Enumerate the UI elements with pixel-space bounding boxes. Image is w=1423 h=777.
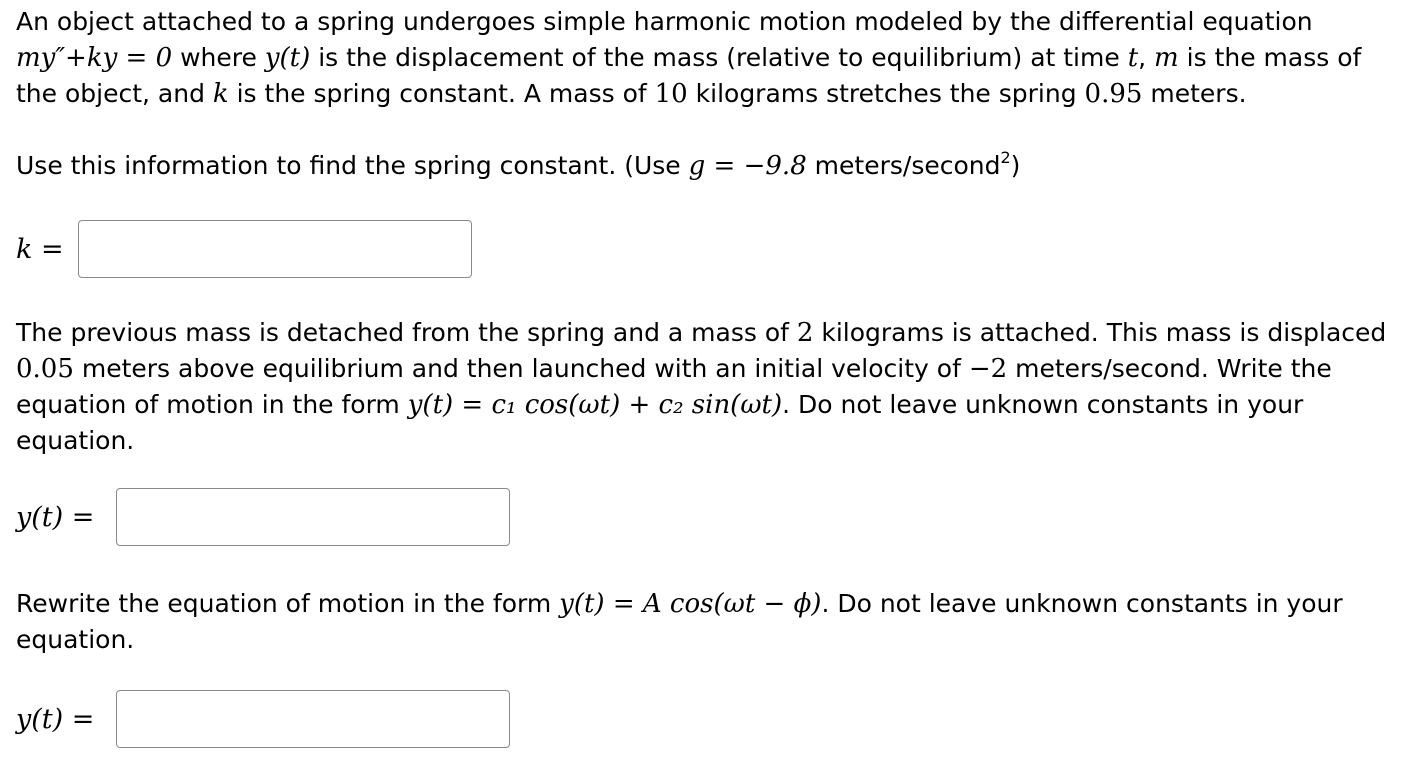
question2-text-3: meters above equilibrium and then launched with an initial velocity of: [73, 354, 969, 383]
answer-label-k: [16, 234, 78, 265]
question3-text: [16, 586, 1396, 658]
intro-text-7: kilograms stretches the spring: [687, 79, 1085, 108]
answer-label-y1: [16, 502, 116, 533]
trig-form-expression: y(t) = c₁ cos(ωt) + c₂ sin(ωt): [407, 390, 783, 420]
y2-label-text: y(t) =: [16, 703, 95, 735]
answer-row-k: [16, 220, 472, 278]
intro-text-8: meters.: [1142, 79, 1247, 108]
question2-text-4: meters/second. Write the equation of motion in the form: [16, 354, 1332, 419]
second-mass-value: 2: [796, 318, 814, 348]
gravity-units-exponent: 2: [1000, 147, 1011, 167]
intro-text-4: ,: [1138, 43, 1155, 72]
time-symbol: t: [1127, 43, 1139, 73]
intro-text-1: An object attached to a spring undergoes simple harmonic motion modeled by the differential equation: [16, 7, 1313, 36]
trig-form-answer-input[interactable]: [116, 488, 510, 546]
answer-row-y1: [16, 488, 510, 546]
answer-label-y2: [16, 704, 116, 735]
phase-form-answer-input[interactable]: [116, 690, 510, 748]
question2-text-1: The previous mass is detached from the spring and a mass of: [16, 318, 797, 347]
displacement-symbol: y(t): [264, 43, 311, 73]
differential-equation: my″+ky = 0: [16, 43, 173, 73]
question2-text: [16, 315, 1416, 459]
question3-text-2: . Do not leave unknown constants in your equation.: [16, 589, 1343, 654]
phase-form-expression: y(t) = A cos(ωt − ϕ): [559, 589, 822, 619]
mass-symbol: m: [1154, 43, 1179, 73]
question1-prompt: Use this information to find the spring constant. (Use: [16, 151, 689, 180]
k-label-text: k =: [16, 233, 64, 265]
question2-text-2: kilograms is attached. This mass is displaced: [813, 318, 1387, 347]
intro-paragraph: [16, 4, 1376, 112]
question1-close-paren: ): [1010, 151, 1021, 180]
question3-text-1: Rewrite the equation of motion in the form: [16, 589, 560, 618]
velocity-value: −2: [968, 354, 1008, 384]
gravity-expression: g = −9.8: [688, 151, 807, 181]
question1-text: [16, 148, 1396, 184]
stretch-value: 0.95: [1084, 79, 1143, 109]
y1-label-text: y(t) =: [16, 501, 95, 533]
intro-text-6: is the spring constant. A mass of: [228, 79, 655, 108]
gravity-units: meters/second: [806, 151, 1001, 180]
spring-constant-symbol: k: [212, 79, 229, 109]
answer-row-y2: [16, 690, 510, 748]
displacement-value: 0.05: [16, 354, 74, 384]
question2-text-5: . Do not leave unknown constants in your equation.: [16, 390, 1304, 455]
intro-text-3: is the displacement of the mass (relative to equilibrium) at time: [310, 43, 1128, 72]
intro-text-2: where: [172, 43, 265, 72]
spring-constant-input[interactable]: [78, 220, 472, 278]
first-mass-value: 10: [654, 79, 688, 109]
intro-text-5: is the mass of the object, and: [16, 43, 1362, 108]
